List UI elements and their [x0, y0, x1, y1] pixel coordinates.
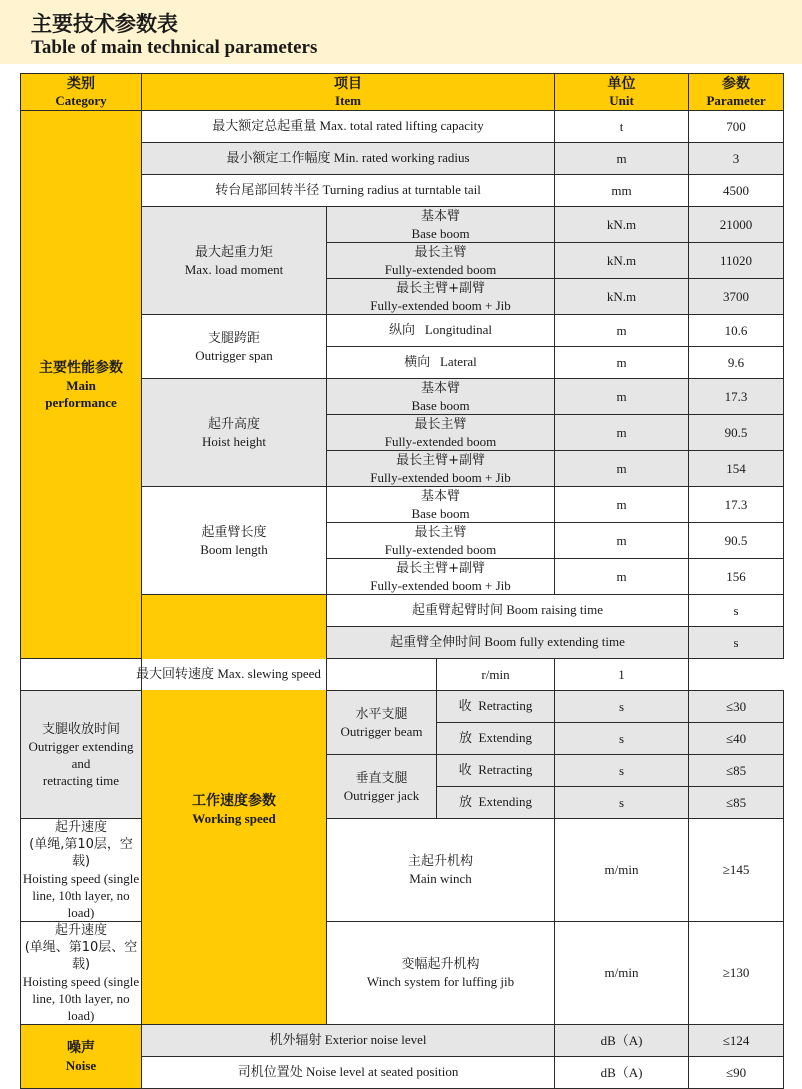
unit-cell: kN.m	[555, 207, 689, 243]
unit-cell: m	[555, 315, 689, 347]
value-cell: 156	[689, 559, 784, 595]
header-parameter: 参数 Parameter	[689, 74, 784, 111]
unit-cell: s	[689, 595, 784, 627]
value-cell: 700	[689, 111, 784, 143]
unit-cell: m	[555, 379, 689, 415]
unit-cell: m/min	[555, 922, 689, 1025]
value-cell: ≥145	[689, 819, 784, 922]
category-main-performance: 主要性能参数 Main performance	[21, 111, 142, 659]
table-row	[21, 922, 784, 1025]
unit-cell: s	[555, 787, 689, 819]
value-cell: ≤90	[689, 1057, 784, 1089]
unit-cell: m	[555, 347, 689, 379]
value-cell: ≥130	[689, 922, 784, 1025]
table-row	[21, 1025, 784, 1057]
sub-base-boom: 基本臂 Base boom	[327, 207, 555, 243]
unit-cell: kN.m	[555, 279, 689, 315]
unit-cell: m	[555, 523, 689, 559]
value-cell: 21000	[689, 207, 784, 243]
unit-cell: m	[555, 559, 689, 595]
sub-lateral: 横向 Lateral	[327, 347, 555, 379]
unit-cell: dB（A)	[555, 1025, 689, 1057]
page-title-cn: 主要技术参数表	[31, 12, 178, 36]
unit-cell: s	[555, 691, 689, 723]
sub-base-boom: 基本臂 Base boom	[327, 379, 555, 415]
value-cell: ≤30	[689, 691, 784, 723]
header-item: 项目 Item	[142, 74, 555, 111]
header-band	[0, 0, 802, 64]
item-outrigger-time: 支腿收放时间 Outrigger extending and retracting time	[21, 691, 142, 819]
item-boom-length: 起重臂长度 Boom length	[142, 487, 327, 595]
value-cell: 9.6	[689, 347, 784, 379]
value-cell: 3	[689, 143, 784, 175]
value-cell: 90.5	[689, 523, 784, 559]
unit-cell: kN.m	[555, 243, 689, 279]
sub-longitudinal: 纵向 Longitudinal	[327, 315, 555, 347]
item-tail-radius: 转台尾部回转半径 Turning radius at turntable tail	[142, 175, 555, 207]
value-cell: ≤85	[689, 787, 784, 819]
item-hoisting-speed: 起升速度 (单绳,第10层，空载) Hoisting speed (single line, 10th layer, no load)	[21, 819, 142, 922]
unit-cell: s	[555, 723, 689, 755]
value-cell: 4500	[689, 175, 784, 207]
unit-cell: mm	[555, 175, 689, 207]
unit-cell: r/min	[437, 659, 555, 691]
sub-luffing-winch: 变幅起升机构 Winch system for luffing jib	[327, 922, 555, 1025]
unit-cell: m/min	[555, 819, 689, 922]
sub-full-boom-jib: 最长主臂+副臂 Fully-extended boom + Jib	[327, 451, 555, 487]
item-hoist-height: 起升高度 Hoist height	[142, 379, 327, 487]
value-cell: ≤40	[689, 723, 784, 755]
table-row	[21, 819, 784, 922]
item-boom-extending: 起重臂全伸时间 Boom fully extending time	[327, 627, 689, 659]
unit-cell: dB（A)	[555, 1057, 689, 1089]
sub-retracting: 收 Retracting	[437, 755, 555, 787]
value-cell: 17.3	[689, 487, 784, 523]
table-row	[21, 691, 784, 723]
value-cell: 3700	[689, 279, 784, 315]
value-cell: 17.3	[689, 379, 784, 415]
header-unit: 单位 Unit	[555, 74, 689, 111]
item-boom-raising: 起重臂起臂时间 Boom raising time	[327, 595, 689, 627]
sub-full-boom: 最长主臂 Fully-extended boom	[327, 523, 555, 559]
item-exterior-noise: 机外辐射 Exterior noise level	[142, 1025, 555, 1057]
table-header-row	[21, 74, 784, 111]
sub-full-boom: 最长主臂 Fully-extended boom	[327, 415, 555, 451]
category-working-speed: 工作速度参数 Working speed	[142, 595, 327, 1025]
header-category: 类别 Category	[21, 74, 142, 111]
item-seated-noise: 司机位置处 Noise level at seated position	[142, 1057, 555, 1089]
sub-base-boom: 基本臂 Base boom	[327, 487, 555, 523]
value-cell: ≤85	[689, 755, 784, 787]
value-cell: 90.5	[689, 415, 784, 451]
sub-retracting: 收 Retracting	[437, 691, 555, 723]
sub-full-boom-jib: 最长主臂+副臂 Fully-extended boom + Jib	[327, 279, 555, 315]
item-hoisting-speed: 起升速度 (单绳、第10层、空载) Hoisting speed (single line, 10th layer, no load)	[21, 922, 142, 1025]
sub-full-boom: 最长主臂 Fully-extended boom	[327, 243, 555, 279]
category-noise: 噪声 Noise	[21, 1025, 142, 1089]
unit-cell: m	[555, 451, 689, 487]
unit-cell: m	[555, 143, 689, 175]
sub-outrigger-jack: 垂直支腿 Outrigger jack	[327, 755, 437, 819]
parameters-table	[20, 73, 784, 1089]
table-row	[21, 659, 784, 691]
sub-extending: 放 Extending	[437, 723, 555, 755]
table-row	[21, 111, 784, 143]
item-min-radius: 最小额定工作幅度 Min. rated working radius	[142, 143, 555, 175]
page-title-en: Table of main technical parameters	[31, 37, 318, 58]
unit-cell: s	[689, 627, 784, 659]
item-outrigger-span: 支腿跨距 Outrigger span	[142, 315, 327, 379]
unit-cell: s	[555, 755, 689, 787]
value-cell: 10.6	[689, 315, 784, 347]
value-cell: 154	[689, 451, 784, 487]
value-cell: ≤124	[689, 1025, 784, 1057]
unit-cell: m	[555, 487, 689, 523]
unit-cell: t	[555, 111, 689, 143]
sub-full-boom-jib: 最长主臂+副臂 Fully-extended boom + Jib	[327, 559, 555, 595]
sub-extending: 放 Extending	[437, 787, 555, 819]
item-load-moment: 最大起重力矩 Max. load moment	[142, 207, 327, 315]
unit-cell: m	[555, 415, 689, 451]
sub-main-winch: 主起升机构 Main winch	[327, 819, 555, 922]
sub-outrigger-beam: 水平支腿 Outrigger beam	[327, 691, 437, 755]
item-slewing-speed: 最大回转速度 Max. slewing speed	[21, 659, 437, 691]
item-max-lift: 最大额定总起重量 Max. total rated lifting capacity	[142, 111, 555, 143]
value-cell: 11020	[689, 243, 784, 279]
value-cell: 1	[555, 659, 689, 691]
